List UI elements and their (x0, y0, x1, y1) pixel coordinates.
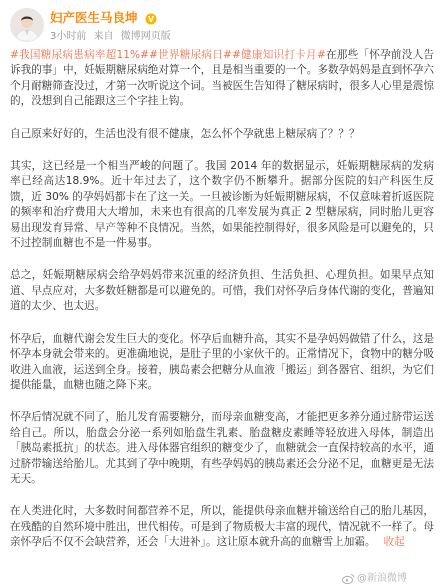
avatar[interactable] (10, 8, 44, 42)
hashtag-link[interactable]: #世界糖尿病日# (148, 49, 232, 61)
paragraph-4: 总之，妊娠期糖尿病会给孕妈妈带来沉重的经济负担、生活负担、心理负担。如果早点知道、早点应对，大多数妊糖都是可以避免的。可惜，我们对怀孕后身体代谢的变化，普遍知道的太少、也太迟。 (10, 269, 434, 313)
post-meta (50, 27, 171, 42)
paragraph-text: 在那些「怀孕前没人告诉我的事」中，妊娠期糖尿病绝对算一个，且是相当重要的一个。多数孕妈妈是直到怀孕六个月耐糖筛查没过，才第一次听说这个词。当被医生告知得了糖尿病时，很多人心里是震惊的，没想到自己能跟这三个字挂上钩。 (10, 49, 434, 108)
doctor-portrait-icon (11, 9, 43, 41)
paragraph-text: 在人类进化时，大多数时间都营养不足，所以，能提供母亲血糖并输送给自己的胎儿基因，在残酷的自然环境中胜出，世代相传。可是到了物质极大丰富的现代，情况就不一样了。母亲怀孕后不仅不会缺营养，还会「大进补」。这让原本就升高的血糖雪上加霜。 (10, 505, 434, 549)
hashtag-link[interactable]: #健康知识打卡月# (231, 49, 326, 61)
post-source[interactable]: 微博网页版 (120, 31, 171, 42)
source-prefix: 来自 (93, 31, 114, 42)
post-header (0, 0, 440, 46)
collapse-link[interactable]: 收起 (383, 536, 405, 549)
post-time[interactable]: 3小时前 (50, 31, 87, 42)
watermark (342, 569, 407, 584)
paragraph-1 (10, 48, 434, 110)
vip-badge-icon (145, 13, 157, 25)
paragraph-6: 怀孕后情况就不同了，胎儿发育需要糖分，而母亲血糖变高，才能把更多养分通过脐带运送给自己。所以，胎盘会分泌一系列如胎盘生乳素、胎盘糖皮素睡等轻放进入母体，制造出「胰岛素抵抗」的状态。进入母体器官组织的糖变少了，血糖就会一直保持较高的水平，通过脐带输送给胎儿。尤其到了孕中晚期，有些孕妈妈的胰岛素还会分泌不足，血糖更是无法无天。 (10, 411, 434, 485)
post-body (10, 48, 434, 568)
paragraph-5: 怀孕后，血糖代谢会发生巨大的变化。怀孕后血糖升高，其实不是孕妈妈做错了什么，这是怀孕本身就会带来的。更准确地说，是肚子里的小家伙干的。正常情况下，食物中的糖分吸收进入血液，运送到全身。接着，胰岛素会把糖分从血液「搬运」到各器官、组织，为它们提供能量，血糖也随之降下来。 (10, 332, 434, 391)
weibo-logo-icon (342, 573, 355, 584)
paragraph-7 (10, 504, 434, 550)
watermark-text: @新浪微博 (357, 573, 407, 584)
svg-text:V: V (147, 14, 154, 24)
paragraph-2: 自己原来好好的，生活也没有很不健康，怎么怀个孕就患上糖尿病了？？？ (10, 127, 360, 140)
hashtag-link[interactable]: #我国糖尿病患病率超11%# (10, 49, 149, 61)
paragraph-3: 其实，这已经是一个相当严峻的问题了。我国 2014 年的数据显示，妊娠期糖尿病的发病率已经高达18.9%。近十年过去了，这个数字仍不断攀升。据部分医院的妇产科医生反馈，近 30% 的孕妈妈都卡在了这一关。一旦被诊断为妊娠期糖尿病，不仅意味着折返医院的频率和治疗费用大大增加，未来也有很高的几率发展为真正 2 型糖尿病，同时胎儿更容易出现发育异常、早产等种不良情况。当然，如果能控制得好，很多风险是可以避免的，只不过控制血糖也不是一件易事。 (10, 160, 434, 250)
author-name[interactable]: 妇产医生马良坤 V (50, 8, 157, 26)
